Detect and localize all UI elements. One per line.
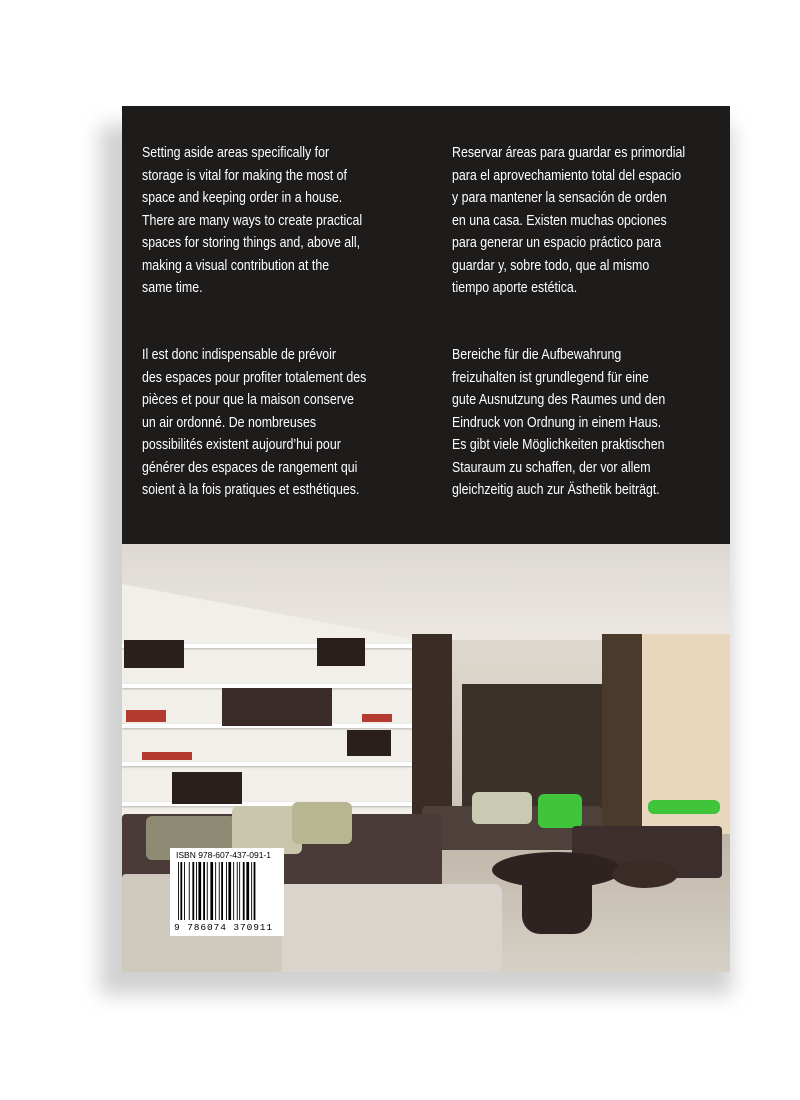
photo-cushion bbox=[472, 792, 532, 824]
photo-shelf-box bbox=[347, 730, 391, 756]
photo-wood-panel-right bbox=[602, 634, 642, 854]
isbn-digits: 9 786074 370911 bbox=[174, 922, 274, 933]
blurb-spanish: Reservar áreas para guardar es primordial para el aprovechamiento total del espacio y para mantener la sensación de orden en una casa. Existen muchas opciones para generar un espacio práctico para guardar y, sobre todo, que al mismo tiempo aporte estética. bbox=[452, 145, 686, 296]
photo-side-table bbox=[612, 860, 678, 888]
isbn-barcode bbox=[170, 848, 284, 936]
photo-shelf-box bbox=[124, 640, 184, 668]
photo-shelf bbox=[122, 762, 412, 766]
photo-shelf-box bbox=[172, 772, 242, 804]
photo-wood-panel bbox=[412, 634, 452, 834]
photo-green-cushion bbox=[538, 794, 582, 828]
blurb-english: Setting aside areas specifically for storage is vital for making the most of space and keeping order in a house. There are many ways to create practical spaces for storing things and, above all, making a visual contribution at the same time. bbox=[142, 145, 363, 296]
photo-table-base bbox=[522, 874, 592, 934]
barcode-bars-icon bbox=[178, 862, 278, 920]
photo-books bbox=[362, 714, 392, 722]
photo-shelf-box bbox=[317, 638, 365, 666]
isbn-label: ISBN 978-607-437-091-1 bbox=[176, 850, 271, 860]
book-back-cover bbox=[122, 106, 730, 972]
photo-cushion bbox=[292, 802, 352, 844]
photo-books bbox=[126, 710, 166, 722]
photo-armchair bbox=[272, 884, 502, 972]
photo-shelf-box bbox=[222, 688, 332, 726]
photo-books bbox=[142, 752, 192, 760]
blurb-french: Il est donc indispensable de prévoir des espaces pour profiter totalement des pièces et pour que la maison conserve un air ordonné. De nombreuses possibilités existent aujourd’hui pour générer des espaces de rangement qui soient à la fois pratiques et esthétiques. bbox=[142, 347, 367, 498]
blurb-german: Bereiche für die Aufbewahrung freizuhalten ist grundlegend für eine gute Ausnutzung des Raumes und den Eindruck von Ordnung in einem Haus. Es gibt viele Möglichkeiten praktischen Stauraum zu schaffen, der vor allem gleichzeitig auch zur Ästhetik beiträgt. bbox=[452, 347, 666, 498]
photo-green-seat bbox=[648, 800, 720, 814]
text-panel bbox=[122, 106, 730, 544]
